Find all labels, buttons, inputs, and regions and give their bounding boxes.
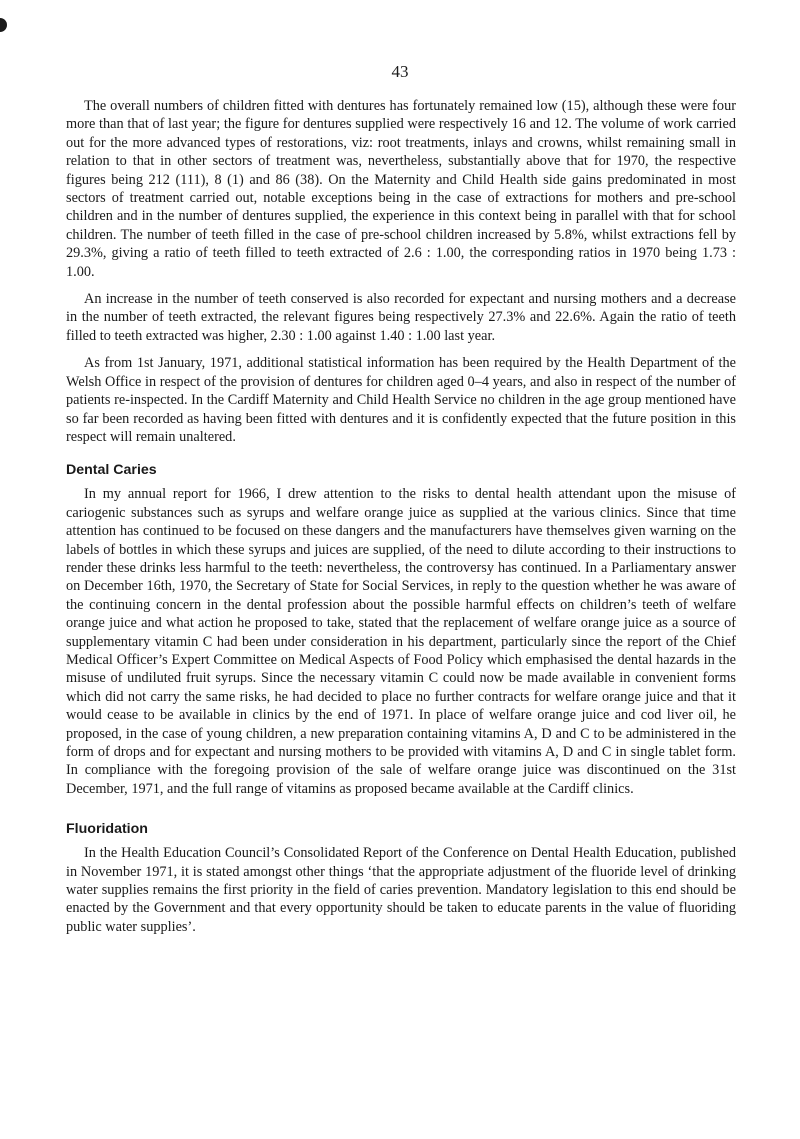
binding-hole-mark bbox=[0, 18, 7, 32]
paragraph-fluoridation: In the Health Education Council’s Consolidated Report of the Conference on Dental Health Education, published in November 1971, it is stated amongst other things ‘that the appropriate adjustment of the fluoride level of drinking water supplies remains the first priority in the field of caries prevention. Mandatory legislation to this end should be enacted by the Government and that every opportunity should be taken to educate parents in the value of fluoriding public water supplies’. bbox=[66, 845, 736, 935]
paragraph-dental-caries: In my annual report for 1966, I drew attention to the risks to dental health attendant upon the misuse of cariogenic substances such as syrups and welfare orange juice as supplied at the various clinics. Since that time attention has continued to be focused on these dangers and the manufacturers have themselves given warning on the labels of bottles in which these syrups and juices are supplied, of the need to dilute according to their instructions to render these drinks less harmful to the teeth: nevertheless, the controversy has continued. In a Parliamentary answer on December 16th, 1970, the Secretary of State for Social Services, in reply to the question whether he was aware of the continuing concern in the dental profession about the possible harmful effects on children’s teeth of welfare orange juice and what action he proposed to take, stated that the replacement of welfare orange juice as a source of supplementary vitamin C had been under consideration in his department, particularly since the report of the Chief Medical Officer’s Expert Committee on Medical Aspects of Food Policy which emphasised the dental hazards in the misuse of undiluted fruit syrups. Since the necessary vitamin C could now be made available in convenient forms which did not carry the same risks, he had decided to place no further contracts for welfare orange juice and that it would cease to be available in clinics by the end of 1971. In place of welfare orange juice and cod liver oil, he proposed, in the case of young children, a new preparation containing vitamins A, D and C to be administered in the form of drops and for expectant and nursing mothers to be provided with vitamins A, D and C in single tablet form. In compliance with the foregoing provision of the sale of welfare orange juice was discontinued on the 31st December, 1971, and the full range of vitamins as proposed became available at the Cardiff clinics. bbox=[66, 486, 736, 797]
page-body bbox=[66, 97, 736, 945]
section-heading-dental-caries: Dental Caries bbox=[66, 462, 157, 479]
page-number: 43 bbox=[391, 62, 409, 81]
paragraph-statistical-information: As from 1st January, 1971, additional statistical information has been required by the Health Department of the Welsh Office in respect of the provision of dentures for children aged 0–4 years, and also in respect of the number of patients re-inspected. In the Cardiff Maternity and Child Health Service no children in the age group mentioned have so far been recorded as having been fitted with dentures and it is confidently expected that the future position in this respect will remain unaltered. bbox=[66, 355, 736, 445]
paragraph-expectant-mothers: An increase in the number of teeth conserved is also recorded for expectant and nursing mothers and a decrease in the number of teeth extracted, the relevant figures being respectively 27.3% and 22.6%. Again the ratio of teeth filled to teeth extracted was higher, 2.30 : 1.00 against 1.40 : 1.00 last year. bbox=[66, 291, 736, 344]
section-heading-fluoridation: Fluoridation bbox=[66, 821, 148, 838]
paragraph-dentures: The overall numbers of children fitted with dentures has fortunately remained low (15), although these were four more than that of last year; the figure for dentures supplied were respectively 16 and 12. The volume of work carried out for the more advanced types of restorations, viz: root treatments, inlays and crowns, whilst remaining small in relation to that in other sectors of treatment was, nevertheless, substantially above that for 1970, the respective figures being 212 (111), 8 (1) and 86 (38). On the Maternity and Child Health side gains predominated in most sectors of treatment carried out, notable exceptions being in the case of extractions for mothers and pre-school children and in the number of dentures supplied, the experience in this context being in parallel with that for school children. The number of teeth filled in the case of pre-school children increased by 5.8%, whilst extractions fell by 29.3%, giving a ratio of teeth filled to teeth extracted of 2.6 : 1.00, the corresponding ratios in 1970 being 1.73 : 1.00. bbox=[66, 98, 736, 280]
